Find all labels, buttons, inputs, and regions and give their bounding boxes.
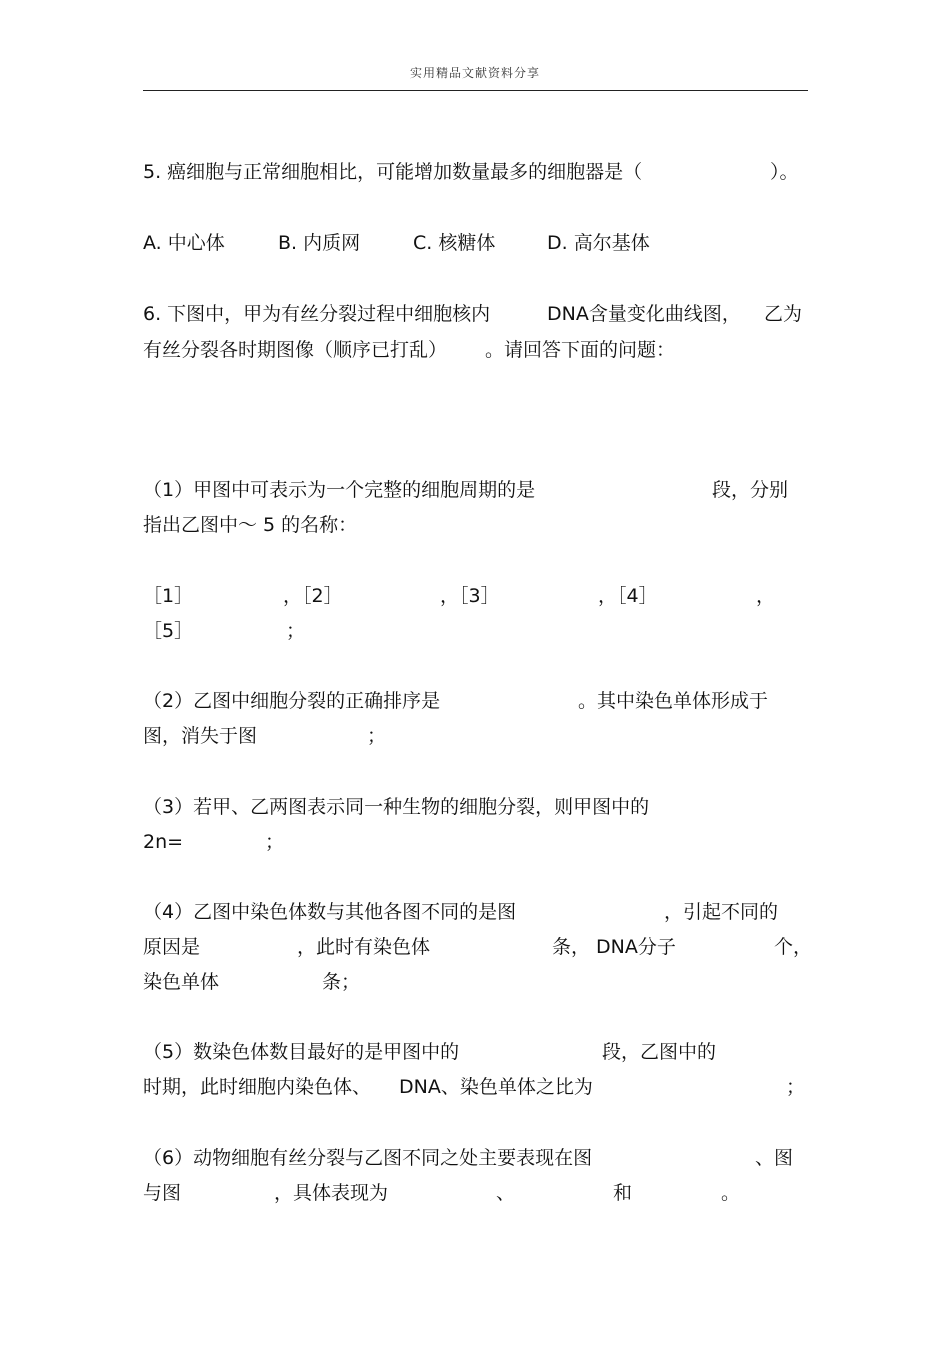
- q6-p6-line2-d: 和: [613, 1182, 633, 1204]
- q6-p1-label-comma: ，: [756, 585, 776, 607]
- q6-p2-line2-a: 图，消失于图: [143, 725, 258, 747]
- q6-p4-line3-b: 条；: [322, 971, 361, 993]
- q6-stem-line2-a: 有丝分裂各时期图像（顺序已打乱）: [143, 339, 448, 361]
- q6-p4-line1-b: ，引起不同的: [664, 901, 779, 923]
- q6-p4-line2-d: DNA分子: [596, 936, 676, 958]
- q6-p2-line2-b: ；: [367, 725, 387, 747]
- q6-p5-line1-a: （5）数染色体数目最好的是甲图中的: [143, 1041, 460, 1063]
- q6-p4-line2-e: 个，: [774, 936, 813, 958]
- q6-stem-line1-b: DNA含量变化曲线图，: [547, 303, 741, 325]
- q6-p1-line2: 指出乙图中～ 5 的名称：: [143, 514, 358, 536]
- q6-p3-line2-b: ；: [265, 831, 285, 853]
- q6-p2-line1-a: （2）乙图中细胞分裂的正确排序是: [143, 690, 441, 712]
- q6-p2-line1-b: 。其中染色单体形成于: [578, 690, 769, 712]
- q6-p6-line2-b: ，具体表现为: [274, 1182, 389, 1204]
- q6-p1-label-5: ［5］: [143, 620, 194, 642]
- q5-option-d: D. 高尔基体: [547, 232, 650, 254]
- q6-p1-label-2: ，［2］: [283, 585, 343, 607]
- page-header: 实用精品文献资料分享: [409, 66, 540, 80]
- q6-p6-line2-e: 。: [721, 1182, 741, 1204]
- q6-p4-line2-a: 原因是: [143, 936, 201, 958]
- q6-p3-line2-a: 2n=: [143, 831, 184, 853]
- q5-stem-close: ）。: [770, 161, 799, 183]
- q6-p1-label-end: ；: [286, 620, 306, 642]
- header-divider: [143, 90, 808, 91]
- q6-p1-label-4: ，［4］: [598, 585, 658, 607]
- q6-p4-line2-c: 条，: [552, 936, 591, 958]
- q6-p5-line1-b: 段，乙图中的: [602, 1041, 717, 1063]
- q5-stem: 5. 癌细胞与正常细胞相比，可能增加数量最多的细胞器是（: [143, 161, 643, 183]
- q6-p6-line2-c: 、: [496, 1182, 516, 1204]
- q6-p5-line2-c: ；: [786, 1076, 806, 1098]
- q6-p6-line2-a: 与图: [143, 1182, 182, 1204]
- q5-option-a: A. 中心体: [143, 232, 225, 254]
- q6-p6-line1-b: 、图: [755, 1147, 794, 1169]
- q6-p1-line1-b: 段，分别: [712, 479, 789, 501]
- q6-p4-line1-a: （4）乙图中染色体数与其他各图不同的是图: [143, 901, 517, 923]
- q6-p5-line2-b: DNA、染色单体之比为: [399, 1076, 593, 1098]
- q6-p1-line1-a: （1）甲图中可表示为一个完整的细胞周期的是: [143, 479, 536, 501]
- q6-stem-line1-c: 乙为: [764, 303, 803, 325]
- q6-p4-line3-a: 染色单体: [143, 971, 220, 993]
- q5-option-c: C. 核糖体: [413, 232, 496, 254]
- q6-p6-line1-a: （6）动物细胞有丝分裂与乙图不同之处主要表现在图: [143, 1147, 593, 1169]
- q6-p1-label-3: ，［3］: [440, 585, 500, 607]
- q6-p3-line1: （3）若甲、乙两图表示同一种生物的细胞分裂，则甲图中的: [143, 796, 650, 818]
- q6-p5-line2-a: 时期，此时细胞内染色体、: [143, 1076, 372, 1098]
- q5-option-b: B. 内质网: [278, 232, 361, 254]
- q6-p4-line2-b: ，此时有染色体: [297, 936, 431, 958]
- q6-p1-label-1: ［1］: [143, 585, 194, 607]
- q6-stem-line2-b: 。请回答下面的问题：: [485, 339, 676, 361]
- q6-stem-line1-a: 6. 下图中，甲为有丝分裂过程中细胞核内: [143, 303, 491, 325]
